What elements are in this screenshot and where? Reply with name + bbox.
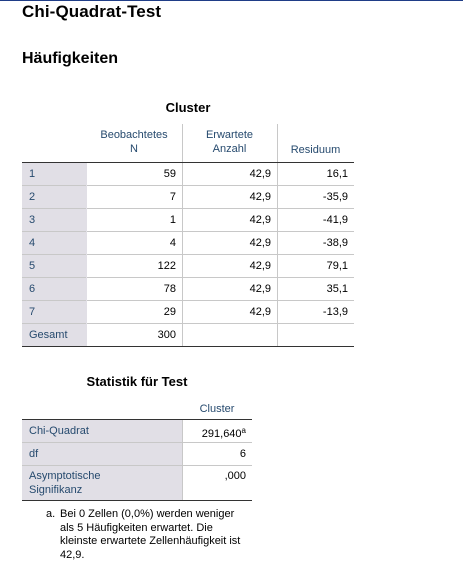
cell-expected: 42,9 — [249, 214, 271, 226]
page-title: Chi-Quadrat-Test — [22, 2, 162, 21]
cell-residual: 35,1 — [326, 283, 348, 295]
row-label: 3 — [22, 209, 86, 231]
cell-observed: 59 — [163, 168, 176, 180]
cell-residual: 79,1 — [326, 260, 348, 272]
column-divider — [182, 420, 183, 500]
row-label: Chi-Quadrat — [22, 420, 182, 442]
test-statistics-title: Statistik für Test — [86, 374, 188, 389]
cell-expected: 42,9 — [249, 283, 271, 295]
column-divider — [277, 163, 278, 346]
cell-observed: 4 — [169, 237, 176, 249]
cell-residual: -41,9 — [322, 214, 348, 226]
row-label — [22, 466, 182, 500]
footnote-marker: a — [241, 426, 246, 435]
row-label: 1 — [22, 163, 86, 185]
row-label: 6 — [22, 278, 86, 300]
row-label: 4 — [22, 232, 86, 254]
cell-observed-total: 300 — [157, 329, 176, 341]
row-label: 7 — [22, 301, 86, 323]
header-observed — [86, 128, 182, 156]
row-label-line2: Signifikanz — [29, 484, 83, 496]
frequency-table-title: Cluster — [165, 100, 211, 115]
section-title: Häufigkeiten — [22, 50, 119, 67]
header-expected-line1: Erwartete — [205, 129, 254, 141]
row-label: 5 — [22, 255, 86, 277]
cell-expected: 42,9 — [249, 260, 271, 272]
footnote — [46, 508, 246, 562]
cell-expected: 42,9 — [249, 191, 271, 203]
row-label-line1: Asymptotische — [29, 470, 101, 482]
cell-observed: 7 — [169, 191, 176, 203]
cell-residual: -38,9 — [322, 237, 348, 249]
cell-residual: 16,1 — [326, 168, 348, 180]
row-label: 2 — [22, 186, 86, 208]
top-rule — [0, 0, 463, 1]
cell-observed: 29 — [163, 306, 176, 318]
column-divider — [86, 163, 87, 346]
header-expected-line2: Anzahl — [212, 143, 247, 155]
header-expected — [182, 128, 277, 156]
column-divider — [182, 163, 183, 346]
cell-value: 6 — [239, 448, 246, 460]
cell-observed: 122 — [157, 260, 176, 272]
header-observed-line1: Beobachtetes — [100, 129, 168, 141]
cell-observed: 78 — [163, 283, 176, 295]
chi-square-value: 291,640 — [201, 428, 242, 440]
footnote-text: Bei 0 Zellen (0,0%) werden weniger als 5 Häufigkeiten erwartet. Die kleinste erwartete Zellenhäufigkeit ist 42,9. — [60, 508, 241, 561]
header-observed-line2: N — [130, 143, 138, 155]
row-label: df — [22, 443, 182, 465]
footnote-mark: a. — [46, 508, 56, 520]
cell-expected: 42,9 — [249, 168, 271, 180]
header-cluster: Cluster — [199, 403, 235, 415]
header-divider — [182, 124, 183, 162]
header-divider — [277, 124, 278, 162]
cell-observed: 1 — [169, 214, 176, 226]
header-residual: Residuum — [290, 144, 341, 156]
cell-expected: 42,9 — [249, 237, 271, 249]
table-rule-bottom — [22, 500, 252, 501]
cell-expected: 42,9 — [249, 306, 271, 318]
table-rule-bottom — [22, 346, 354, 347]
cell-residual: -13,9 — [322, 306, 348, 318]
row-label-total: Gesamt — [22, 324, 86, 346]
cell-value: ,000 — [224, 470, 246, 482]
cell-residual: -35,9 — [322, 191, 348, 203]
